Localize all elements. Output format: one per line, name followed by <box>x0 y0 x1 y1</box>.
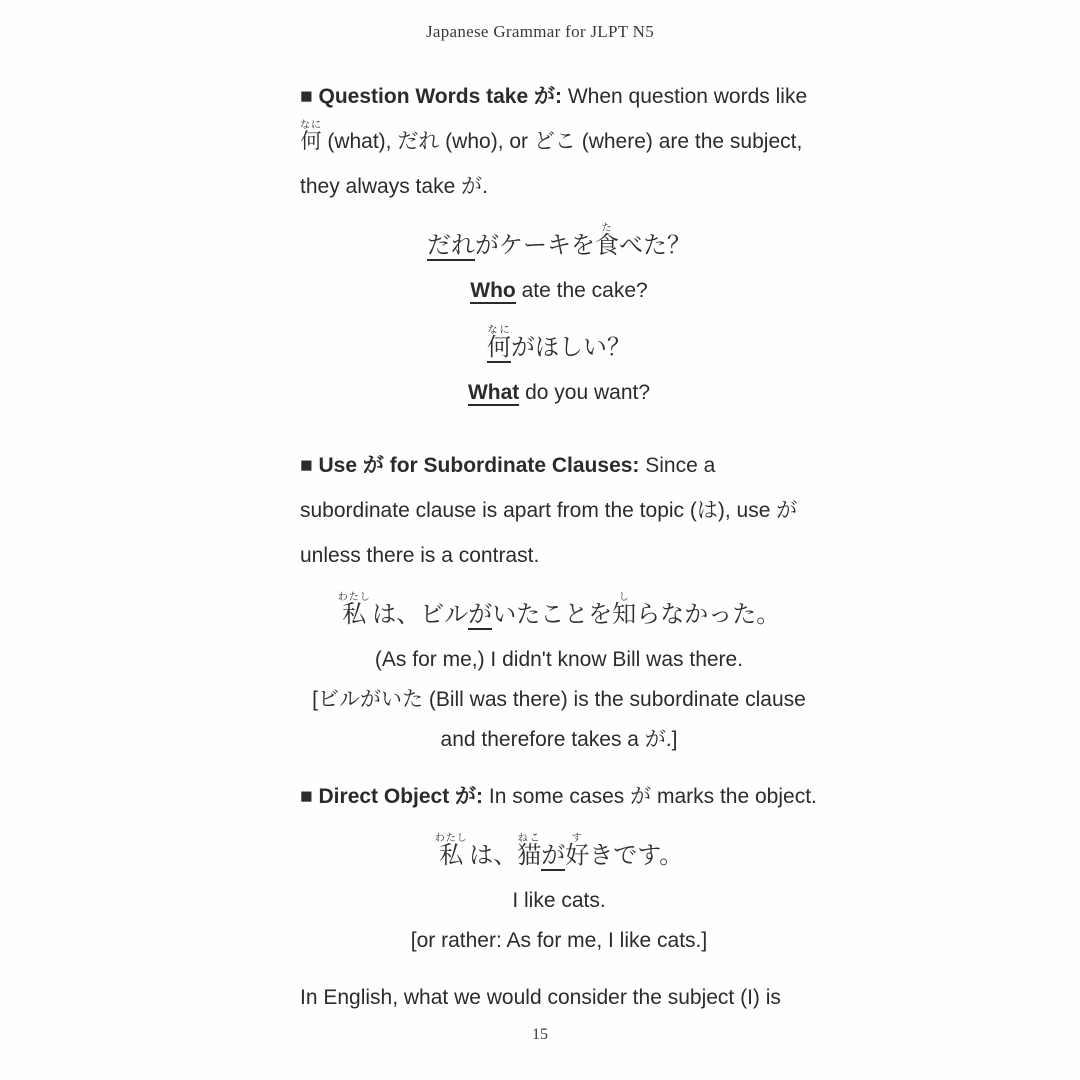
example-note-line: [ビルがいた (Bill was there) is the subordinate clause <box>312 688 806 711</box>
text-column <box>300 74 818 1020</box>
example-english-translation: Who ate the cake? <box>470 279 648 302</box>
example-note-line: and therefore takes a が.] <box>440 728 678 751</box>
example-block-i-like-cats <box>300 831 818 961</box>
running-header: Japanese Grammar for JLPT N5 <box>425 22 655 41</box>
example-japanese-sentence: 私わたし は、猫ねこが好すきです。 <box>434 833 684 869</box>
page-number: 15 <box>532 1026 548 1043</box>
example-english-translation: (As for me,) I didn't know Bill was there. <box>374 648 744 671</box>
paragraph-in-english: In English, what we would consider the subject (I) is <box>300 986 781 1009</box>
example-english-translation: What do you want? <box>467 381 651 404</box>
example-block-bill-was-there <box>300 590 818 760</box>
example-japanese-sentence: 何なにがほしい？ <box>487 325 631 361</box>
bullet-paragraph-question-words: ■ Question Words take が: When question words like 何なに (what), だれ (who), or どこ (where) are the subject, they always take が. <box>300 85 808 198</box>
bullet-paragraph-direct-object: ■ Direct Object が: In some cases が marks the object. <box>300 785 817 808</box>
example-japanese-sentence: 私わたし は、ビルがいたことを知しらなかった。 <box>337 592 781 628</box>
example-block-what-do-you-want <box>300 323 818 413</box>
example-english-translation: I like cats. <box>512 889 606 912</box>
example-block-who-ate-cake <box>300 221 818 311</box>
example-japanese-sentence: だれがケーキを食たべた？ <box>427 223 691 259</box>
example-note-line: [or rather: As for me, I like cats.] <box>410 929 708 952</box>
bullet-paragraph-subordinate-clauses: ■ Use が for Subordinate Clauses: Since a subordinate clause is apart from the topic (は), use が unless there is a contrast. <box>300 454 798 567</box>
